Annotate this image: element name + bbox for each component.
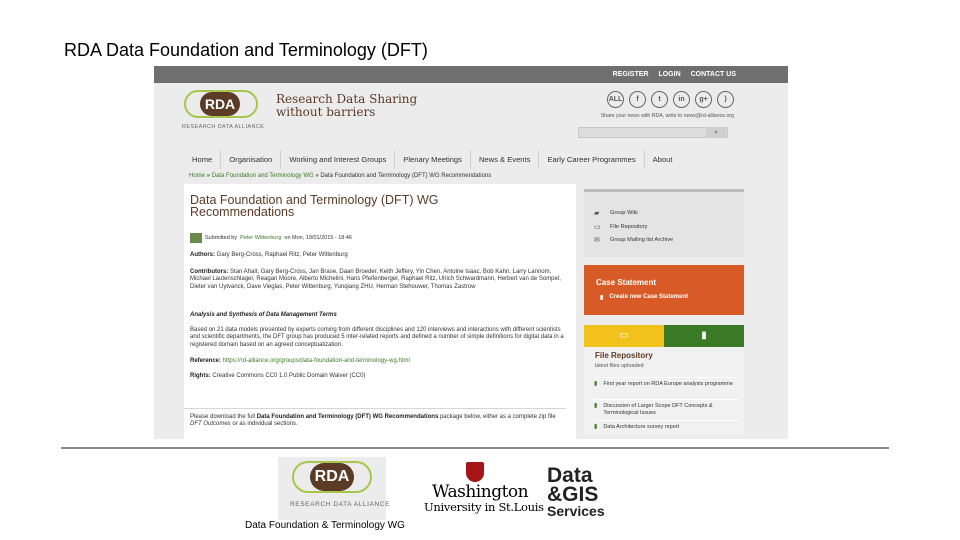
nav-organisation[interactable]: Organisation	[221, 150, 281, 169]
document-icon[interactable]: ▮	[664, 325, 744, 347]
washu-logo	[424, 462, 544, 520]
reference-label: Reference:	[190, 358, 222, 364]
gis-line2: &GIS	[547, 483, 599, 506]
list-item[interactable]	[594, 377, 739, 388]
sidebar-item-label: File Repository	[610, 224, 648, 230]
case-statement-box	[584, 265, 744, 315]
file-title: Discussion of Larger Scope DFT Concepts & Terminological Issues	[603, 403, 713, 416]
divider	[184, 408, 566, 409]
breadcrumb	[189, 173, 491, 179]
breadcrumb-wg[interactable]: Data Foundation and Terminology WG	[211, 173, 314, 179]
file-repository-title: File Repository	[595, 351, 653, 360]
authors-label: Authors:	[190, 252, 215, 258]
site-header	[154, 83, 788, 150]
contributors-label: Contributors:	[190, 269, 229, 275]
share-text: Share your news with RDA, write to news@rd-alliance.org	[600, 113, 734, 119]
section-heading	[190, 312, 566, 319]
login-link[interactable]: LOGIN	[658, 71, 681, 78]
create-case-statement-button[interactable]	[600, 294, 688, 301]
submitted-prefix: Submitted by	[205, 235, 238, 241]
nav-working-groups[interactable]: Working and Interest Groups	[281, 150, 395, 169]
submitted-line	[190, 233, 352, 243]
authors-value: Gary Berg-Cross, Raphael Ritz, Peter Wittenburg	[216, 252, 348, 258]
file-title: Data Architecture survey report	[603, 424, 680, 430]
all-icon[interactable]: ALL	[607, 91, 624, 108]
rda-footer-logo	[278, 457, 391, 520]
book-icon: ▰	[594, 210, 600, 217]
file-title: First year report on RDA Europe analysis programme	[603, 381, 733, 387]
group-links	[584, 189, 744, 257]
download-bold: Data Foundation and Terminology (DFT) WG Recommendations	[256, 414, 439, 420]
website-screenshot	[154, 66, 788, 439]
authors	[190, 252, 566, 259]
breadcrumb-home[interactable]: Home	[189, 173, 206, 179]
file-repository-subtitle: latest files uploaded	[595, 363, 644, 369]
page-title: Data Foundation and Terminology (DFT) WG Recommendations	[190, 193, 439, 219]
logo-subtitle: RESEARCH DATA ALLIANCE	[290, 501, 391, 508]
nav-home[interactable]: Home	[184, 150, 221, 169]
download-post: or as individual sections.	[232, 421, 298, 428]
document-icon: ▮	[594, 381, 598, 387]
breadcrumb-sep: »	[315, 173, 319, 179]
tagline-line2: without barriers	[276, 105, 376, 119]
washu-line2: University in St.Louis	[424, 500, 544, 514]
gplus-icon[interactable]: g+	[695, 91, 712, 108]
social-icons	[607, 91, 734, 108]
section-heading-text: Analysis and Synthesis of Data Management Terms	[190, 312, 337, 318]
site-tagline	[276, 93, 417, 119]
main-nav	[184, 150, 681, 169]
nav-plenary[interactable]: Plenary Meetings	[395, 150, 471, 169]
rights	[190, 373, 566, 380]
shield-icon	[466, 462, 484, 482]
nav-about[interactable]: About	[652, 155, 673, 164]
author-link[interactable]: Peter Wittenburg	[240, 235, 282, 241]
slide-title: RDA Data Foundation and Terminology (DFT)	[64, 40, 428, 60]
top-bar	[154, 66, 788, 83]
download-zip-link[interactable]: DFT Outcomes	[190, 421, 231, 428]
case-statement-title: Case Statement	[596, 278, 657, 287]
rss-icon[interactable]: )	[717, 91, 734, 108]
create-case-statement-label: Create new Case Statement	[609, 294, 689, 300]
facebook-icon[interactable]: f	[629, 91, 646, 108]
slide-caption: Data Foundation & Terminology WG	[245, 520, 405, 531]
envelope-icon: ✉	[594, 237, 600, 244]
sidebar-item-mailing-list[interactable]	[594, 236, 673, 244]
rights-value: Creative Commons CC0 1.0 Public Domain Waiver (CC0)	[212, 373, 366, 379]
contributors-value: Stan Ahalt, Gary Berg-Cross, Jan Brase, Daan Broeder, Keith Jeffery, Yin Chen, Antoine Isaac, Bob Kahn, Larry Lannom, Michael Lautenschlager, Reagan Moore, Alberto Michelini, Hans Pfeifenberger, Raphael Ritz, Ulrich Schwardmann, Herbert van de Sompel, Dieter van Uytvanck, Dave Vieglas, Peter Wittenburg, Yunqiang ZHU, Herman Stehouwer, Thomas Zastrow	[190, 269, 561, 290]
breadcrumb-current: Data Foundation and Terminology (DFT) WG Recommendations	[320, 173, 492, 179]
logo-subtitle: RESEARCH DATA ALLIANCE	[182, 124, 265, 130]
sidebar-item-wiki[interactable]	[594, 209, 638, 217]
repo-tabs	[584, 325, 744, 347]
data-gis-logo	[547, 466, 605, 519]
register-link[interactable]: REGISTER	[612, 71, 649, 78]
slide-divider	[61, 447, 889, 449]
gis-line3: Services	[547, 503, 605, 519]
reference	[190, 358, 566, 365]
logo-badge: RDA	[310, 463, 354, 491]
reference-link[interactable]: https://rd-alliance.org/groups/data-foundation-and-terminology-wg.html	[222, 358, 410, 364]
contributors	[190, 269, 566, 291]
search-icon[interactable]: ⌕	[706, 127, 726, 138]
main-content	[184, 184, 576, 439]
body-text: Based on 21 data models presented by experts coming from different disciplines and 120 interviews and interactions with different scientists and scientific departments, the DFT group has produced 5 inter-related reports and defined a number of simple definitions for digital data in a registered domain based on an agreed conceptualization.	[190, 327, 564, 348]
download-text	[190, 414, 566, 429]
twitter-icon[interactable]: t	[651, 91, 668, 108]
avatar	[190, 233, 202, 243]
gis-line1: Data	[547, 464, 593, 487]
nav-news[interactable]: News & Events	[471, 150, 540, 169]
sidebar-item-label: Group Mailing list Archive	[610, 237, 674, 243]
download-pre: Please download the full	[190, 414, 256, 420]
tagline-line1: Research Data Sharing	[276, 92, 418, 106]
file-repository-box	[584, 347, 744, 435]
linkedin-icon[interactable]: in	[673, 91, 690, 108]
submitted-date: on Mon, 19/01/2015 - 18:46	[284, 235, 352, 241]
rights-label: Rights:	[190, 373, 211, 379]
contact-us-link[interactable]: CONTACT US	[690, 71, 736, 78]
document-icon: ▮	[600, 295, 604, 301]
list-item[interactable]	[594, 399, 739, 417]
folder-icon[interactable]: ▭	[584, 325, 664, 347]
list-item[interactable]	[594, 420, 739, 431]
document-icon: ▮	[594, 403, 598, 409]
sidebar-item-file-repository[interactable]	[594, 223, 647, 231]
document-icon: ▮	[594, 424, 598, 430]
logo-badge: RDA	[200, 92, 240, 116]
breadcrumb-sep: »	[206, 173, 211, 179]
nav-early-career[interactable]: Early Career Programmes	[539, 150, 644, 169]
folder-icon: ▭	[594, 224, 601, 231]
rda-logo[interactable]	[180, 90, 268, 134]
download-mid: package below, either as a complete zip file	[439, 414, 556, 420]
washu-line1: Washington	[432, 482, 529, 502]
sidebar-item-label: Group Wiki	[610, 210, 638, 216]
